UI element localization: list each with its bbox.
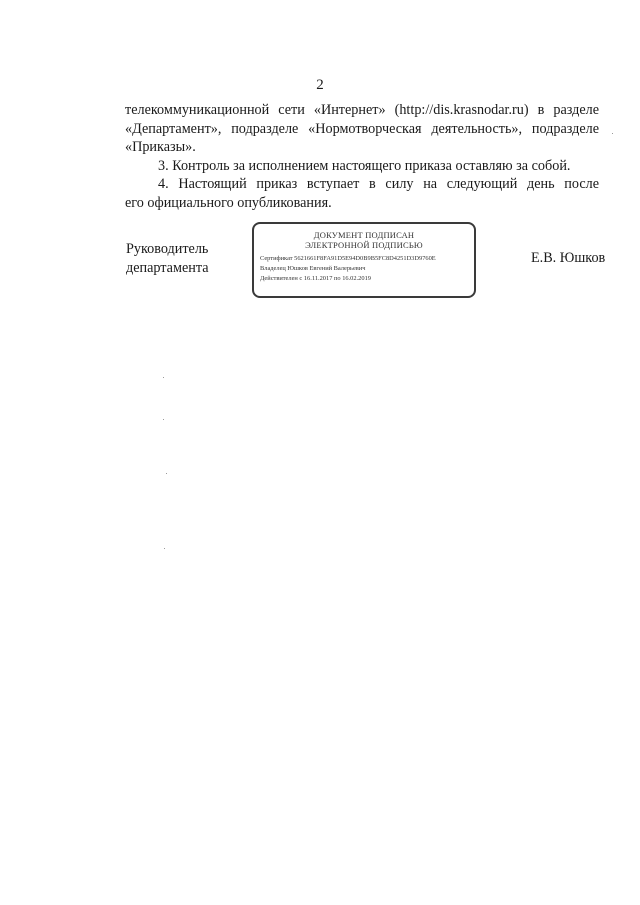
document-body	[125, 101, 599, 212]
paragraph-effective-line-1: 4. Настоящий приказ вступает в силу на следующий день после	[158, 176, 599, 192]
stamp-details	[254, 254, 474, 284]
signer-name: Е.В. Юшков	[531, 250, 606, 266]
stamp-heading	[254, 230, 474, 250]
stamp-owner: Владелец Юшков Евгений Валерьевич	[260, 265, 366, 272]
signer-title-line-2: департамента	[126, 259, 209, 276]
scan-speck	[166, 473, 167, 474]
signer-title	[126, 240, 209, 277]
paragraph-publication: телекоммуникационной сети «Интернет» (http://dis.krasnodar.ru) в разделе «Департамент», подразделе «Нормотворческая деятельность», подразделе «Приказы».	[125, 102, 599, 155]
electronic-signature-stamp	[252, 222, 476, 298]
page-number: 2	[316, 77, 324, 93]
signer-title-line-1: Руководитель	[126, 241, 209, 257]
paragraph-effective-line-2: его официального опубликования.	[125, 194, 332, 211]
scan-speck	[163, 377, 164, 378]
scan-speck	[163, 419, 164, 420]
stamp-heading-line-2: ЭЛЕКТРОННОЙ ПОДПИСЬЮ	[305, 240, 423, 250]
scan-speck	[164, 548, 165, 549]
stamp-validity: Действителен с 16.11.2017 по 16.02.2019	[260, 275, 371, 282]
stamp-certificate: Сертификат 5621661F8FA91D5E94D0B9B5FC8D4251D3D9760E	[260, 255, 436, 262]
stamp-heading-line-1: ДОКУМЕНТ ПОДПИСАН	[313, 230, 415, 240]
paragraph-control: 3. Контроль за исполнением настоящего приказа оставляю за собой.	[158, 157, 571, 174]
scan-speck	[612, 133, 613, 134]
